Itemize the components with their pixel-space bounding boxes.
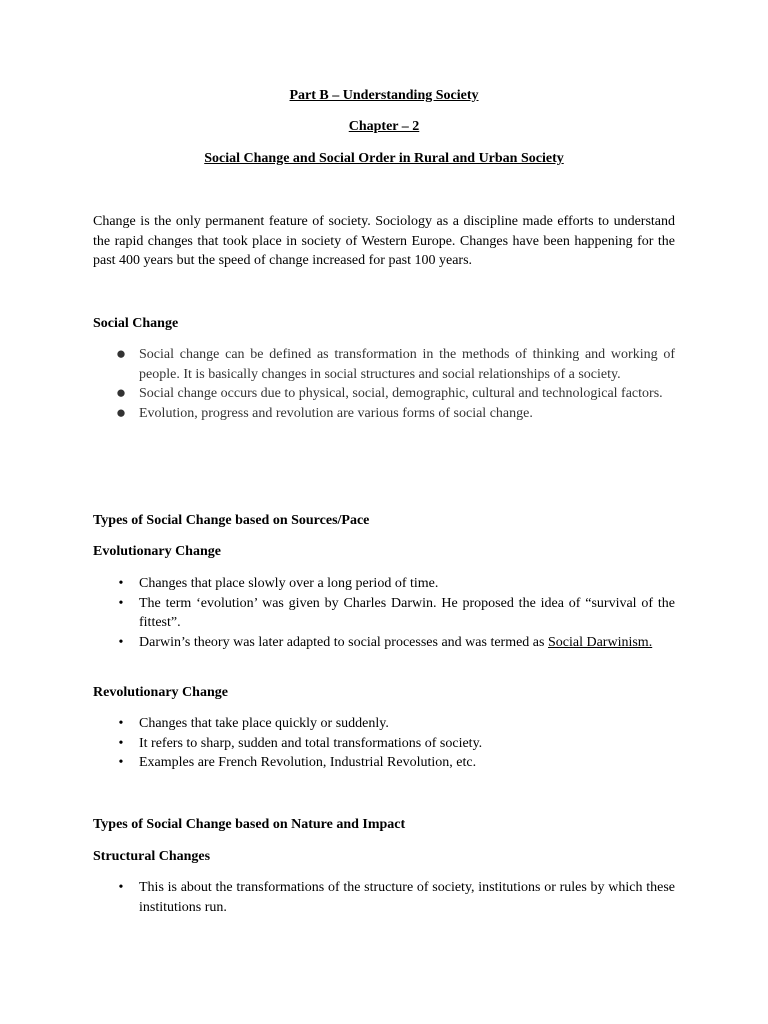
list-item: ● Social change occurs due to physical, social, demographic, cultural and technological factors. bbox=[115, 383, 663, 402]
bullet-icon: • bbox=[118, 755, 124, 770]
bullet-icon: • bbox=[118, 880, 124, 895]
evolutionary-list bbox=[93, 574, 675, 652]
intro-paragraph: Change is the only permanent feature of society. Sociology as a discipline made efforts to understand the rapid changes that took place in society of Western Europe. Changes have been happening for the past 400 years but the speed of change increased for past 100 years. bbox=[93, 214, 675, 268]
bullet-icon: • bbox=[118, 576, 124, 591]
list-item: • Changes that take place quickly or suddenly. bbox=[93, 714, 675, 734]
bullet-icon: ● bbox=[115, 383, 127, 402]
bullet-icon: • bbox=[118, 634, 124, 650]
social-change-heading: Social Change bbox=[93, 316, 179, 331]
bullet-icon: • bbox=[118, 716, 124, 731]
evolutionary-heading: Evolutionary Change bbox=[93, 544, 221, 559]
bullet-icon: ● bbox=[115, 344, 127, 363]
social-darwinism-term: Social Darwinism. bbox=[547, 634, 653, 650]
list-item: • The term ‘evolution’ was given by Charles Darwin. He proposed the idea of “survival of the fittest”. bbox=[93, 594, 675, 633]
list-item: • Darwin’s theory was later adapted to social processes and was termed as Social Darwinism. bbox=[93, 633, 675, 653]
types-nature-heading: Types of Social Change based on Nature and Impact bbox=[93, 817, 406, 832]
list-item: • Changes that place slowly over a long period of time. bbox=[93, 574, 675, 594]
revolutionary-heading: Revolutionary Change bbox=[93, 685, 228, 700]
list-item: ● Evolution, progress and revolution are various forms of social change. bbox=[115, 402, 533, 422]
structural-heading: Structural Changes bbox=[93, 849, 211, 864]
list-item: ● Social change can be defined as transformation in the methods of thinking and working of people. It is basically changes in social structures and social relationships of a society. bbox=[115, 344, 675, 382]
revolutionary-list bbox=[93, 714, 675, 773]
bullet-icon: • bbox=[118, 595, 124, 611]
structural-list bbox=[93, 878, 675, 917]
types-sources-heading: Types of Social Change based on Sources/Pace bbox=[93, 513, 370, 528]
part-title: Part B – Understanding Society bbox=[289, 88, 479, 103]
list-item: • It refers to sharp, sudden and total transformations of society. bbox=[93, 734, 675, 754]
bullet-icon: ● bbox=[115, 402, 127, 422]
list-item: • This is about the transformations of the structure of society, institutions or rules by which these institutions run. bbox=[93, 878, 675, 917]
list-item: • Examples are French Revolution, Industrial Revolution, etc. bbox=[93, 753, 675, 773]
chapter-number: Chapter – 2 bbox=[348, 119, 420, 134]
bullet-icon: • bbox=[118, 735, 124, 751]
social-change-list bbox=[93, 345, 675, 423]
chapter-title: Social Change and Social Order in Rural and Urban Society bbox=[204, 151, 564, 166]
